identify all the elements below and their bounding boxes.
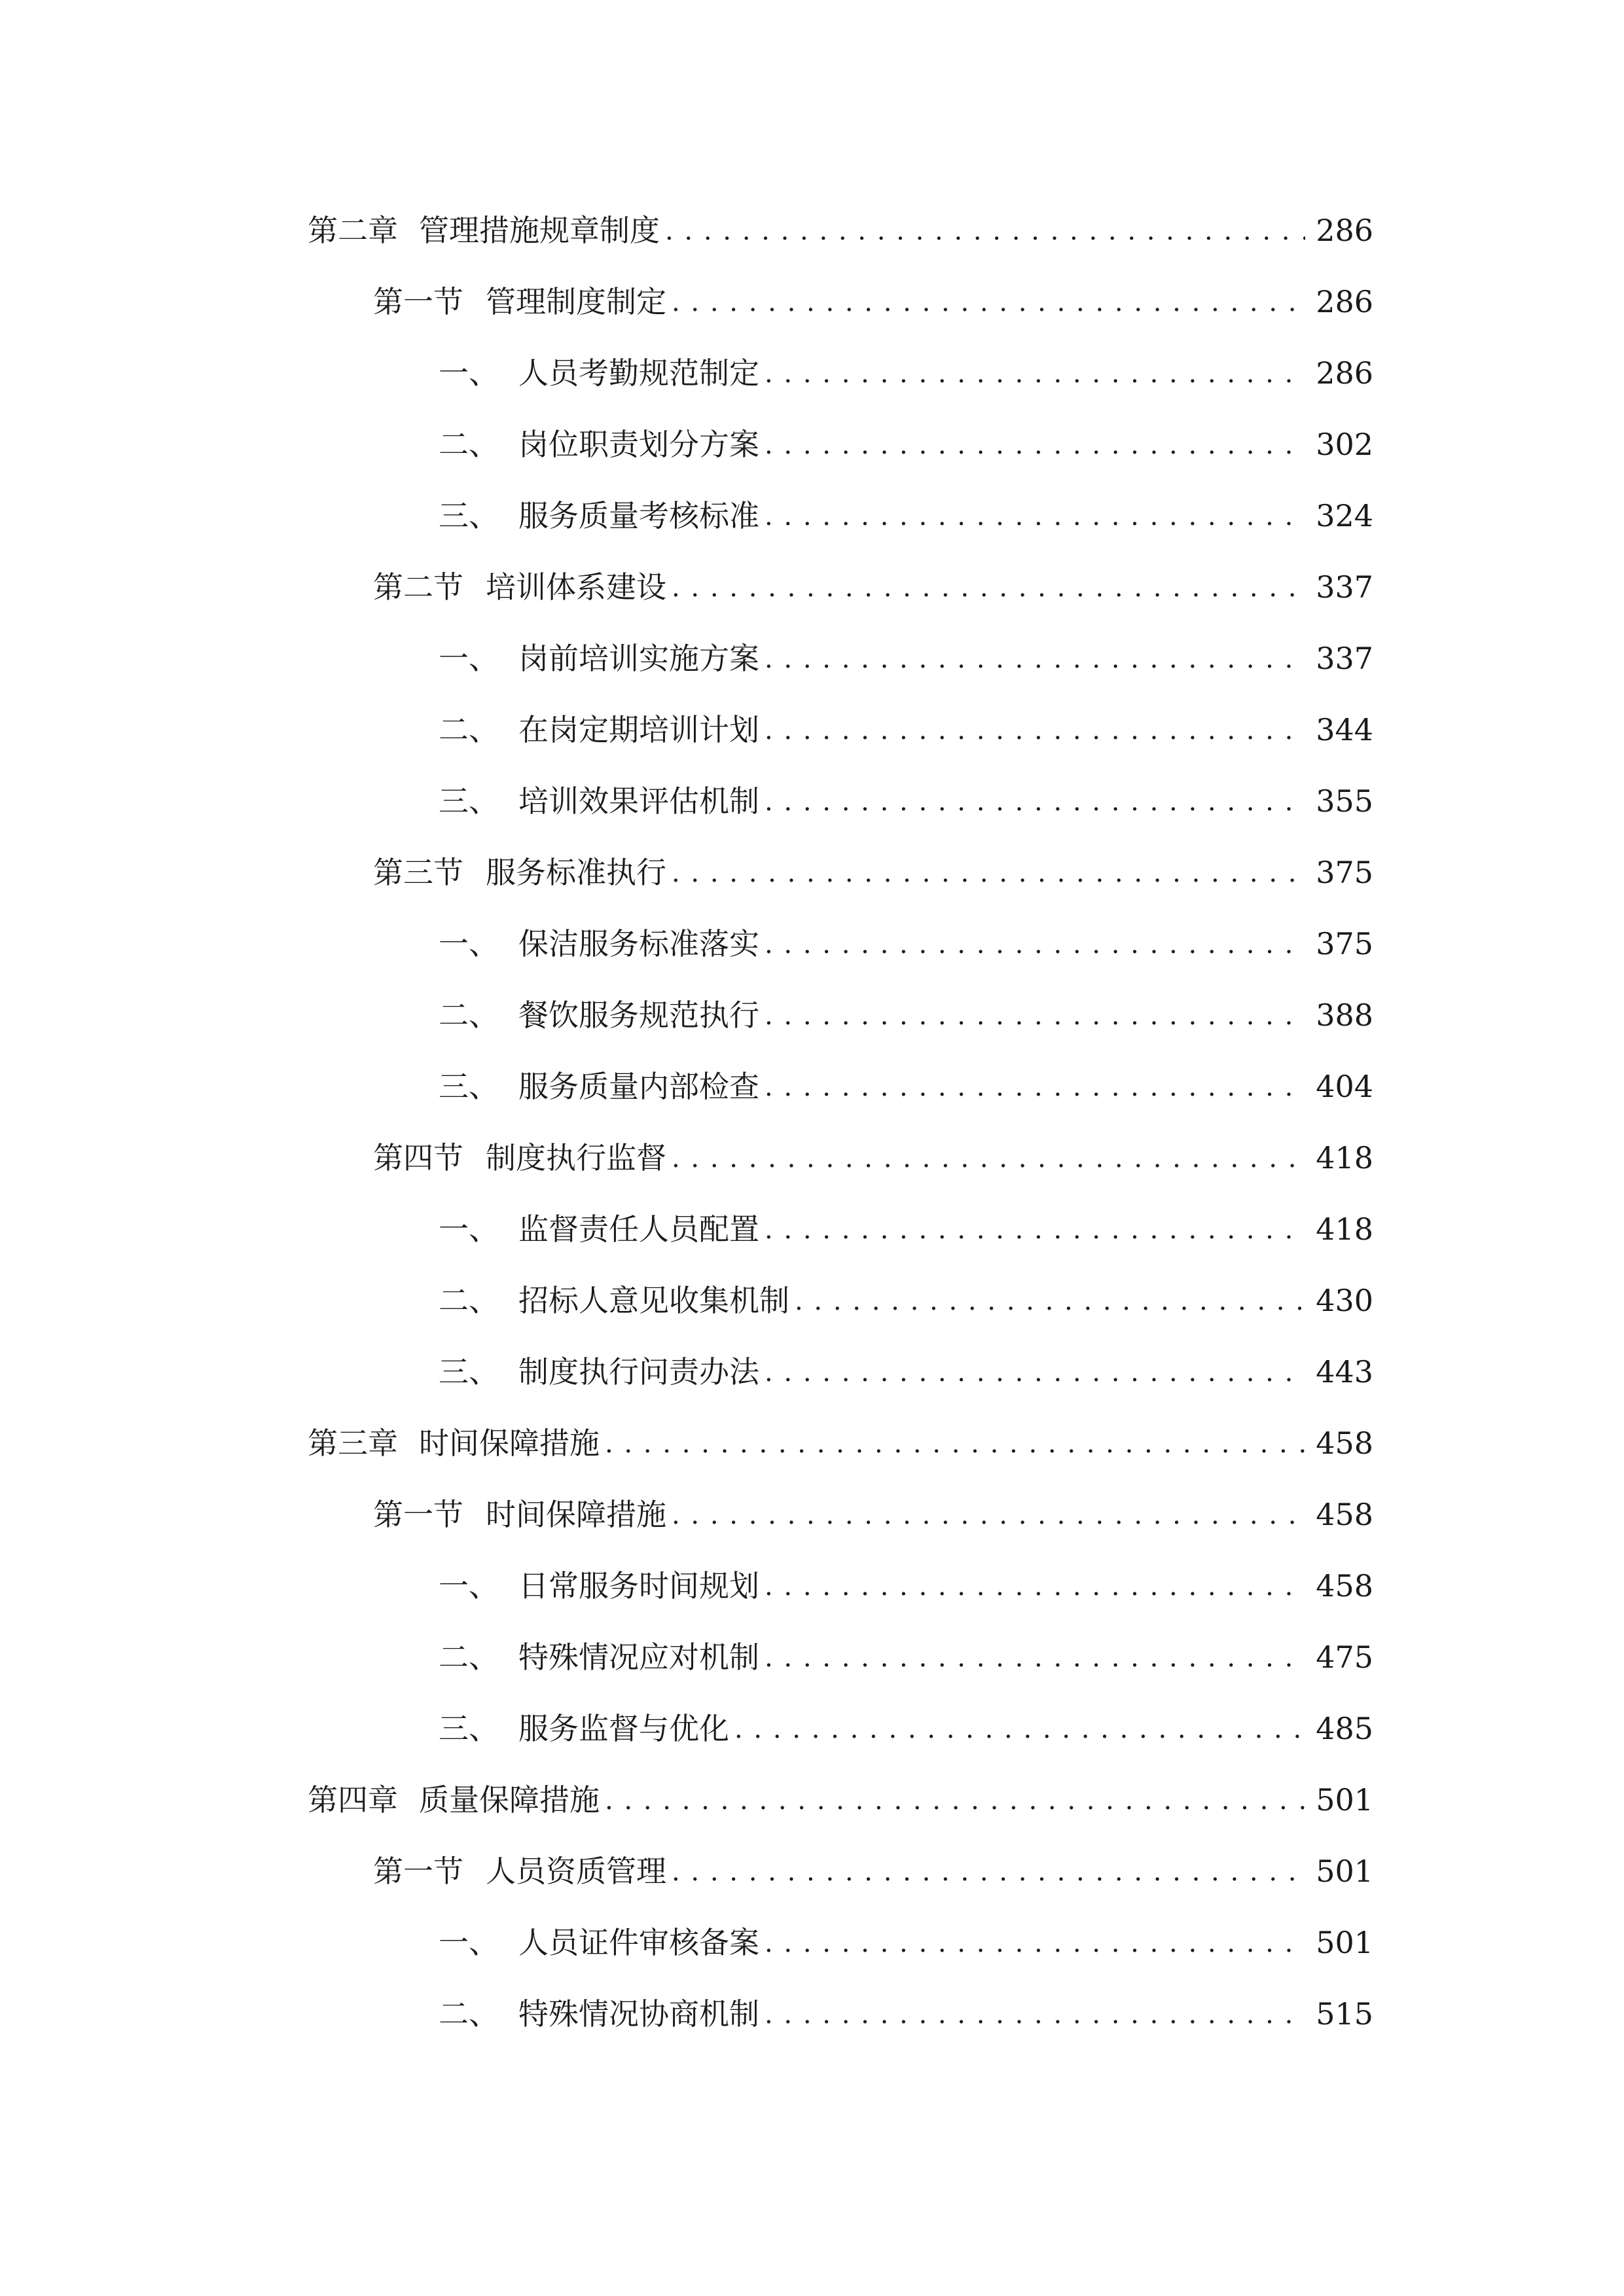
page-number: 324	[1316, 498, 1373, 533]
page-number: 355	[1316, 783, 1373, 819]
item-title: 岗位职责划分方案	[518, 427, 759, 462]
chapter-title: 管理措施规章制度	[419, 213, 660, 248]
page-number: 418	[1316, 1140, 1373, 1175]
section-number: 第一节	[373, 1854, 463, 1889]
dot-leader	[765, 641, 1305, 673]
dot-leader	[765, 355, 1305, 388]
toc-section-entry[interactable]	[373, 550, 1373, 605]
item-title: 特殊情况应对机制	[518, 1640, 759, 1675]
section-number: 第三节	[373, 855, 463, 890]
toc-chapter-entry[interactable]	[308, 193, 1373, 248]
toc-item-entry[interactable]	[439, 1620, 1373, 1675]
section-title: 人员资质管理	[486, 1854, 666, 1889]
section-title: 管理制度制定	[486, 284, 666, 319]
chapter-number: 第四章	[308, 1782, 398, 1818]
toc-item-entry[interactable]	[439, 1263, 1373, 1316]
page-number: 430	[1316, 1283, 1373, 1318]
item-title: 保洁服务标准落实	[518, 926, 759, 961]
page-number: 515	[1316, 1996, 1373, 2032]
item-number: 一、	[439, 1925, 499, 1960]
dot-leader	[765, 1069, 1305, 1102]
dot-leader	[765, 712, 1305, 745]
item-title: 人员证件审核备案	[518, 1925, 759, 1960]
dot-leader	[605, 1782, 1305, 1815]
dot-leader	[765, 926, 1305, 959]
toc-item-entry[interactable]	[439, 1691, 1373, 1744]
section-title: 培训体系建设	[486, 569, 666, 605]
page-number: 443	[1316, 1354, 1373, 1390]
section-number: 第一节	[373, 1497, 463, 1532]
page-number: 286	[1316, 355, 1373, 391]
dot-leader	[765, 1354, 1305, 1387]
section-title: 时间保障措施	[486, 1497, 666, 1532]
dot-leader	[672, 284, 1305, 317]
toc-item-entry[interactable]	[439, 1549, 1373, 1604]
item-number: 一、	[439, 355, 499, 391]
item-title: 制度执行问责办法	[518, 1354, 759, 1390]
item-title: 岗前培训实施方案	[518, 641, 759, 676]
item-title: 招标人意见收集机制	[518, 1283, 789, 1318]
toc-item-entry[interactable]	[439, 1192, 1373, 1247]
item-number: 三、	[439, 1354, 499, 1390]
section-title: 制度执行监督	[486, 1140, 666, 1175]
item-title: 培训效果评估机制	[518, 783, 759, 819]
page-number: 501	[1316, 1854, 1373, 1889]
item-title: 服务质量考核标准	[518, 498, 759, 533]
page-number: 418	[1316, 1211, 1373, 1247]
toc-section-entry[interactable]	[373, 1834, 1373, 1889]
dot-leader	[765, 498, 1305, 531]
dot-leader	[765, 1640, 1305, 1672]
toc-item-entry[interactable]	[439, 1905, 1373, 1958]
dot-leader	[795, 1283, 1305, 1316]
dot-leader	[672, 1854, 1305, 1886]
toc-item-entry[interactable]	[439, 978, 1373, 1033]
item-number: 三、	[439, 1711, 499, 1746]
dot-leader	[605, 1426, 1305, 1458]
chapter-title: 质量保障措施	[419, 1782, 600, 1818]
toc-item-entry[interactable]	[439, 1977, 1373, 2032]
section-number: 第四节	[373, 1140, 463, 1175]
item-number: 二、	[439, 1283, 499, 1318]
toc-section-entry[interactable]	[373, 1477, 1373, 1530]
toc-section-entry[interactable]	[373, 835, 1373, 888]
dot-leader	[665, 213, 1305, 245]
dot-leader	[672, 1140, 1305, 1173]
item-number: 一、	[439, 1211, 499, 1247]
page-number: 485	[1316, 1711, 1373, 1746]
chapter-number: 第二章	[308, 213, 398, 248]
dot-leader	[765, 997, 1305, 1030]
toc-item-entry[interactable]	[439, 478, 1373, 531]
item-number: 二、	[439, 712, 499, 747]
dot-leader	[765, 1568, 1305, 1601]
page-number: 286	[1316, 284, 1373, 319]
section-title: 服务标准执行	[486, 855, 666, 890]
item-number: 三、	[439, 1069, 499, 1104]
toc-item-entry[interactable]	[439, 407, 1373, 462]
item-title: 人员考勤规范制定	[518, 355, 759, 391]
item-number: 三、	[439, 783, 499, 819]
item-title: 餐饮服务规范执行	[518, 997, 759, 1033]
page-number: 501	[1316, 1925, 1373, 1960]
item-number: 二、	[439, 1996, 499, 2032]
page-number: 458	[1316, 1426, 1373, 1461]
page-number: 501	[1316, 1782, 1373, 1818]
toc-section-entry[interactable]	[373, 264, 1373, 317]
dot-leader	[765, 1925, 1305, 1958]
item-number: 一、	[439, 1568, 499, 1604]
item-number: 三、	[439, 498, 499, 533]
page-number: 286	[1316, 213, 1373, 248]
section-number: 第一节	[373, 284, 463, 319]
item-title: 在岗定期培训计划	[518, 712, 759, 747]
chapter-title: 时间保障措施	[419, 1426, 600, 1461]
toc-item-entry[interactable]	[439, 692, 1373, 745]
item-number: 二、	[439, 997, 499, 1033]
dot-leader	[672, 855, 1305, 888]
page-number: 404	[1316, 1069, 1373, 1104]
page-number: 344	[1316, 712, 1373, 747]
item-title: 服务质量内部检查	[518, 1069, 759, 1104]
page-number: 302	[1316, 427, 1373, 462]
toc-item-entry[interactable]	[439, 1335, 1373, 1390]
page-number: 388	[1316, 997, 1373, 1033]
toc-item-entry[interactable]	[439, 764, 1373, 819]
item-number: 一、	[439, 926, 499, 961]
dot-leader	[672, 569, 1305, 602]
toc-chapter-entry[interactable]	[308, 1406, 1373, 1461]
toc-item-entry[interactable]	[439, 621, 1373, 676]
toc-item-entry[interactable]	[439, 336, 1373, 391]
page-number: 375	[1316, 926, 1373, 961]
page-number: 475	[1316, 1640, 1373, 1675]
item-number: 二、	[439, 1640, 499, 1675]
toc-section-entry[interactable]	[373, 1121, 1373, 1173]
item-number: 一、	[439, 641, 499, 676]
item-number: 二、	[439, 427, 499, 462]
dot-leader	[765, 783, 1305, 816]
chapter-number: 第三章	[308, 1426, 398, 1461]
dot-leader	[672, 1497, 1305, 1530]
page-number: 458	[1316, 1568, 1373, 1604]
page-number: 337	[1316, 641, 1373, 676]
item-title: 服务监督与优化	[518, 1711, 729, 1746]
item-title: 监督责任人员配置	[518, 1211, 759, 1247]
toc-item-entry[interactable]	[439, 1049, 1373, 1102]
page-number: 375	[1316, 855, 1373, 890]
toc-chapter-entry[interactable]	[308, 1763, 1373, 1818]
dot-leader	[765, 427, 1305, 459]
page-number: 458	[1316, 1497, 1373, 1532]
dot-leader	[765, 1211, 1305, 1244]
section-number: 第二节	[373, 569, 463, 605]
item-title: 日常服务时间规划	[518, 1568, 759, 1604]
dot-leader	[765, 1996, 1305, 2029]
dot-leader	[734, 1711, 1305, 1744]
item-title: 特殊情况协商机制	[518, 1996, 759, 2032]
toc-item-entry[interactable]	[439, 906, 1373, 959]
page-number: 337	[1316, 569, 1373, 605]
